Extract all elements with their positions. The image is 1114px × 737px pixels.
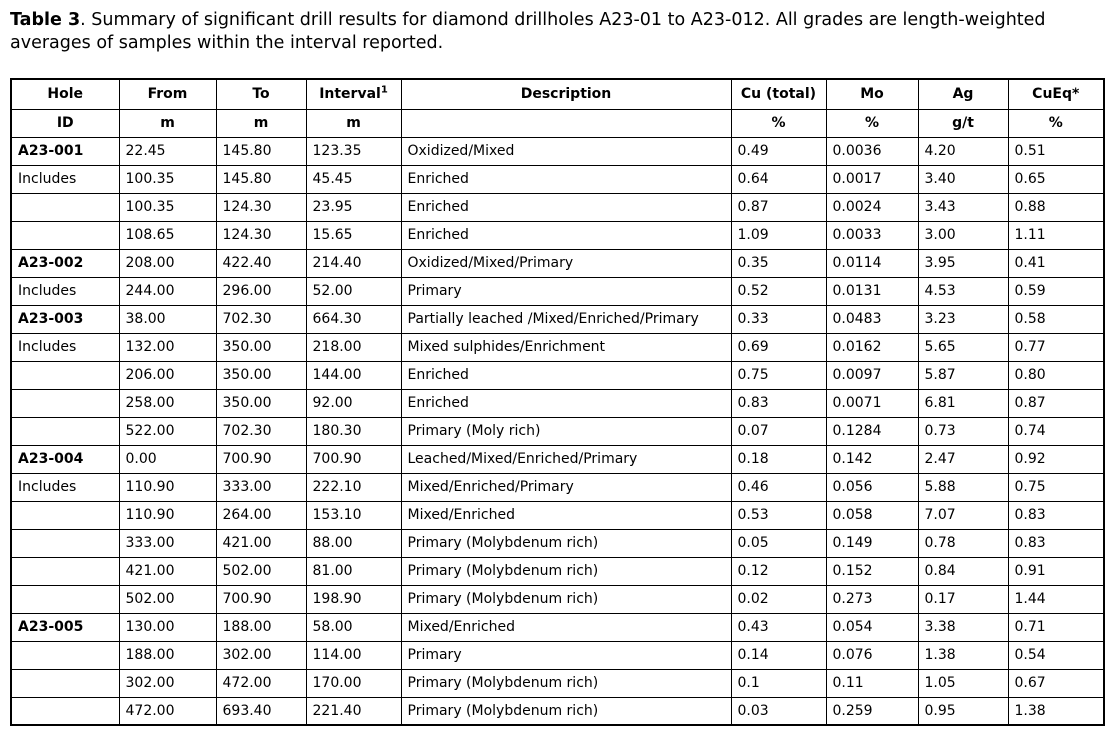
cell-ag: 1.05 xyxy=(918,669,1008,697)
header-row-labels xyxy=(11,79,1104,109)
cell-description: Primary (Molybdenum rich) xyxy=(401,697,731,725)
cell-cu-total: 0.46 xyxy=(731,473,826,501)
unit-mo: % xyxy=(826,109,918,137)
cell-ag: 0.78 xyxy=(918,529,1008,557)
cell-ag: 0.73 xyxy=(918,417,1008,445)
cell-to: 472.00 xyxy=(216,669,306,697)
cell-description: Primary xyxy=(401,277,731,305)
cell-interval: 88.00 xyxy=(306,529,401,557)
cell-description: Leached/Mixed/Enriched/Primary xyxy=(401,445,731,473)
cell-hole-id xyxy=(11,669,119,697)
cell-description: Enriched xyxy=(401,389,731,417)
cell-ag: 3.95 xyxy=(918,249,1008,277)
cell-cueq: 0.83 xyxy=(1008,529,1104,557)
cell-mo: 0.152 xyxy=(826,557,918,585)
cell-hole-id xyxy=(11,557,119,585)
unit-ag: g/t xyxy=(918,109,1008,137)
table-body xyxy=(11,137,1104,725)
cell-cueq: 0.88 xyxy=(1008,193,1104,221)
cell-from: 333.00 xyxy=(119,529,216,557)
table-row xyxy=(11,697,1104,725)
cell-hole-id: A23-001 xyxy=(11,137,119,165)
cell-description: Oxidized/Mixed/Primary xyxy=(401,249,731,277)
cell-cu-total: 0.33 xyxy=(731,305,826,333)
table-row xyxy=(11,361,1104,389)
cell-hole-id xyxy=(11,417,119,445)
cell-ag: 3.43 xyxy=(918,193,1008,221)
cell-to: 333.00 xyxy=(216,473,306,501)
cell-from: 22.45 xyxy=(119,137,216,165)
cell-mo: 0.0483 xyxy=(826,305,918,333)
cell-hole-id xyxy=(11,193,119,221)
cell-mo: 0.056 xyxy=(826,473,918,501)
col-header-cu-total: Cu (total) xyxy=(731,79,826,109)
cell-hole-id: Includes xyxy=(11,277,119,305)
cell-to: 350.00 xyxy=(216,361,306,389)
cell-cu-total: 0.35 xyxy=(731,249,826,277)
cell-to: 502.00 xyxy=(216,557,306,585)
cell-cu-total: 0.75 xyxy=(731,361,826,389)
cell-to: 700.90 xyxy=(216,585,306,613)
table-row xyxy=(11,417,1104,445)
cell-ag: 7.07 xyxy=(918,501,1008,529)
cell-ag: 0.17 xyxy=(918,585,1008,613)
table-header xyxy=(11,79,1104,137)
cell-mo: 0.259 xyxy=(826,697,918,725)
cell-interval: 45.45 xyxy=(306,165,401,193)
table-row xyxy=(11,613,1104,641)
cell-to: 145.80 xyxy=(216,137,306,165)
table-row xyxy=(11,641,1104,669)
cell-interval: 222.10 xyxy=(306,473,401,501)
cell-from: 100.35 xyxy=(119,165,216,193)
table-caption xyxy=(10,9,1103,55)
table-row xyxy=(11,529,1104,557)
cell-cu-total: 0.64 xyxy=(731,165,826,193)
table-row xyxy=(11,137,1104,165)
cell-mo: 0.0097 xyxy=(826,361,918,389)
table-row xyxy=(11,193,1104,221)
cell-to: 422.40 xyxy=(216,249,306,277)
cell-cueq: 0.92 xyxy=(1008,445,1104,473)
cell-hole-id xyxy=(11,585,119,613)
cell-cu-total: 0.52 xyxy=(731,277,826,305)
cell-interval: 114.00 xyxy=(306,641,401,669)
cell-hole-id xyxy=(11,501,119,529)
cell-ag: 5.65 xyxy=(918,333,1008,361)
cell-hole-id: A23-004 xyxy=(11,445,119,473)
cell-interval: 214.40 xyxy=(306,249,401,277)
cell-from: 110.90 xyxy=(119,501,216,529)
col-header-interval xyxy=(306,79,401,109)
cell-to: 264.00 xyxy=(216,501,306,529)
cell-cu-total: 0.14 xyxy=(731,641,826,669)
table-row xyxy=(11,557,1104,585)
cell-interval: 123.35 xyxy=(306,137,401,165)
cell-cueq: 1.11 xyxy=(1008,221,1104,249)
cell-from: 421.00 xyxy=(119,557,216,585)
cell-cu-total: 0.1 xyxy=(731,669,826,697)
cell-cu-total: 0.49 xyxy=(731,137,826,165)
cell-description: Enriched xyxy=(401,193,731,221)
col-header-interval-text: Interval xyxy=(319,86,381,103)
table-row xyxy=(11,669,1104,697)
cell-from: 472.00 xyxy=(119,697,216,725)
cell-interval: 81.00 xyxy=(306,557,401,585)
unit-hole: ID xyxy=(11,109,119,137)
cell-description: Enriched xyxy=(401,221,731,249)
cell-cueq: 0.54 xyxy=(1008,641,1104,669)
cell-interval: 198.90 xyxy=(306,585,401,613)
cell-cu-total: 0.07 xyxy=(731,417,826,445)
cell-from: 132.00 xyxy=(119,333,216,361)
table-row xyxy=(11,501,1104,529)
table-row xyxy=(11,585,1104,613)
cell-description: Enriched xyxy=(401,361,731,389)
unit-to: m xyxy=(216,109,306,137)
cell-cueq: 1.38 xyxy=(1008,697,1104,725)
cell-mo: 0.11 xyxy=(826,669,918,697)
cell-mo: 0.0024 xyxy=(826,193,918,221)
interval-footnote-marker: 1 xyxy=(380,84,388,96)
cell-hole-id xyxy=(11,529,119,557)
cell-to: 350.00 xyxy=(216,333,306,361)
cell-hole-id xyxy=(11,221,119,249)
cell-description: Primary (Molybdenum rich) xyxy=(401,669,731,697)
cell-hole-id: A23-003 xyxy=(11,305,119,333)
col-header-cueq: CuEq* xyxy=(1008,79,1104,109)
cell-hole-id xyxy=(11,697,119,725)
cell-cueq: 0.65 xyxy=(1008,165,1104,193)
cell-interval: 170.00 xyxy=(306,669,401,697)
cell-interval: 58.00 xyxy=(306,613,401,641)
cell-ag: 5.87 xyxy=(918,361,1008,389)
cell-description: Partially leached /Mixed/Enriched/Primary xyxy=(401,305,731,333)
cell-mo: 0.0114 xyxy=(826,249,918,277)
cell-description: Primary (Molybdenum rich) xyxy=(401,557,731,585)
cell-from: 244.00 xyxy=(119,277,216,305)
cell-hole-id: A23-005 xyxy=(11,613,119,641)
unit-cu-total: % xyxy=(731,109,826,137)
caption-label: Table 3 xyxy=(10,10,81,30)
cell-interval: 15.65 xyxy=(306,221,401,249)
cell-hole-id: Includes xyxy=(11,165,119,193)
table-row xyxy=(11,305,1104,333)
cell-interval: 221.40 xyxy=(306,697,401,725)
col-header-mo: Mo xyxy=(826,79,918,109)
cell-cu-total: 0.03 xyxy=(731,697,826,725)
cell-mo: 0.0017 xyxy=(826,165,918,193)
cell-from: 100.35 xyxy=(119,193,216,221)
cell-ag: 2.47 xyxy=(918,445,1008,473)
cell-hole-id: A23-002 xyxy=(11,249,119,277)
cell-from: 0.00 xyxy=(119,445,216,473)
drill-results-table xyxy=(10,78,1105,726)
cell-mo: 0.0162 xyxy=(826,333,918,361)
cell-interval: 153.10 xyxy=(306,501,401,529)
cell-from: 258.00 xyxy=(119,389,216,417)
cell-hole-id xyxy=(11,641,119,669)
cell-cueq: 0.58 xyxy=(1008,305,1104,333)
cell-from: 110.90 xyxy=(119,473,216,501)
cell-mo: 0.0071 xyxy=(826,389,918,417)
cell-cu-total: 0.87 xyxy=(731,193,826,221)
cell-mo: 0.149 xyxy=(826,529,918,557)
cell-interval: 180.30 xyxy=(306,417,401,445)
cell-cueq: 0.51 xyxy=(1008,137,1104,165)
cell-hole-id xyxy=(11,361,119,389)
cell-ag: 1.38 xyxy=(918,641,1008,669)
cell-interval: 664.30 xyxy=(306,305,401,333)
cell-cu-total: 0.05 xyxy=(731,529,826,557)
cell-mo: 0.076 xyxy=(826,641,918,669)
cell-description: Mixed/Enriched xyxy=(401,501,731,529)
cell-ag: 4.53 xyxy=(918,277,1008,305)
table-row xyxy=(11,249,1104,277)
caption-text: . Summary of significant drill results for diamond drillholes A23-01 to A23-012. All grades are length-weighted averages of samples within the interval reported. xyxy=(10,10,1046,53)
cell-ag: 0.95 xyxy=(918,697,1008,725)
cell-cu-total: 0.83 xyxy=(731,389,826,417)
cell-to: 350.00 xyxy=(216,389,306,417)
cell-description: Mixed/Enriched/Primary xyxy=(401,473,731,501)
cell-ag: 3.23 xyxy=(918,305,1008,333)
cell-interval: 52.00 xyxy=(306,277,401,305)
cell-cueq: 0.75 xyxy=(1008,473,1104,501)
cell-cu-total: 0.43 xyxy=(731,613,826,641)
cell-cueq: 0.59 xyxy=(1008,277,1104,305)
cell-from: 302.00 xyxy=(119,669,216,697)
unit-description xyxy=(401,109,731,137)
cell-ag: 4.20 xyxy=(918,137,1008,165)
cell-from: 502.00 xyxy=(119,585,216,613)
cell-ag: 3.00 xyxy=(918,221,1008,249)
header-row-units xyxy=(11,109,1104,137)
cell-to: 188.00 xyxy=(216,613,306,641)
cell-from: 108.65 xyxy=(119,221,216,249)
col-header-to: To xyxy=(216,79,306,109)
cell-from: 522.00 xyxy=(119,417,216,445)
cell-description: Primary (Molybdenum rich) xyxy=(401,529,731,557)
cell-to: 302.00 xyxy=(216,641,306,669)
cell-to: 124.30 xyxy=(216,221,306,249)
cell-mo: 0.054 xyxy=(826,613,918,641)
cell-cueq: 0.77 xyxy=(1008,333,1104,361)
cell-description: Mixed sulphides/Enrichment xyxy=(401,333,731,361)
cell-cueq: 0.67 xyxy=(1008,669,1104,697)
cell-to: 702.30 xyxy=(216,305,306,333)
cell-description: Mixed/Enriched xyxy=(401,613,731,641)
cell-description: Primary xyxy=(401,641,731,669)
cell-cu-total: 1.09 xyxy=(731,221,826,249)
table-row xyxy=(11,473,1104,501)
cell-mo: 0.058 xyxy=(826,501,918,529)
cell-from: 206.00 xyxy=(119,361,216,389)
cell-interval: 700.90 xyxy=(306,445,401,473)
cell-cueq: 0.41 xyxy=(1008,249,1104,277)
cell-description: Primary (Moly rich) xyxy=(401,417,731,445)
table-row xyxy=(11,445,1104,473)
cell-ag: 5.88 xyxy=(918,473,1008,501)
cell-mo: 0.142 xyxy=(826,445,918,473)
cell-description: Enriched xyxy=(401,165,731,193)
cell-cueq: 0.71 xyxy=(1008,613,1104,641)
cell-to: 693.40 xyxy=(216,697,306,725)
cell-from: 188.00 xyxy=(119,641,216,669)
table-row xyxy=(11,165,1104,193)
cell-to: 421.00 xyxy=(216,529,306,557)
cell-ag: 3.40 xyxy=(918,165,1008,193)
cell-to: 124.30 xyxy=(216,193,306,221)
cell-interval: 218.00 xyxy=(306,333,401,361)
cell-cueq: 0.83 xyxy=(1008,501,1104,529)
cell-ag: 6.81 xyxy=(918,389,1008,417)
cell-mo: 0.0036 xyxy=(826,137,918,165)
cell-cu-total: 0.69 xyxy=(731,333,826,361)
cell-cueq: 1.44 xyxy=(1008,585,1104,613)
table-row xyxy=(11,277,1104,305)
cell-cu-total: 0.12 xyxy=(731,557,826,585)
unit-interval: m xyxy=(306,109,401,137)
cell-mo: 0.0033 xyxy=(826,221,918,249)
cell-mo: 0.1284 xyxy=(826,417,918,445)
cell-to: 700.90 xyxy=(216,445,306,473)
cell-from: 38.00 xyxy=(119,305,216,333)
cell-cu-total: 0.02 xyxy=(731,585,826,613)
cell-from: 208.00 xyxy=(119,249,216,277)
cell-description: Primary (Molybdenum rich) xyxy=(401,585,731,613)
cell-hole-id xyxy=(11,389,119,417)
cell-cueq: 0.74 xyxy=(1008,417,1104,445)
table-row xyxy=(11,221,1104,249)
cell-cueq: 0.91 xyxy=(1008,557,1104,585)
cell-from: 130.00 xyxy=(119,613,216,641)
cell-to: 296.00 xyxy=(216,277,306,305)
col-header-description: Description xyxy=(401,79,731,109)
unit-cueq: % xyxy=(1008,109,1104,137)
unit-from: m xyxy=(119,109,216,137)
cell-interval: 23.95 xyxy=(306,193,401,221)
col-header-from: From xyxy=(119,79,216,109)
col-header-hole: Hole xyxy=(11,79,119,109)
cell-interval: 92.00 xyxy=(306,389,401,417)
cell-mo: 0.0131 xyxy=(826,277,918,305)
cell-to: 145.80 xyxy=(216,165,306,193)
cell-interval: 144.00 xyxy=(306,361,401,389)
cell-ag: 3.38 xyxy=(918,613,1008,641)
cell-hole-id: Includes xyxy=(11,333,119,361)
cell-cu-total: 0.18 xyxy=(731,445,826,473)
cell-to: 702.30 xyxy=(216,417,306,445)
table-row xyxy=(11,389,1104,417)
cell-cueq: 0.87 xyxy=(1008,389,1104,417)
cell-mo: 0.273 xyxy=(826,585,918,613)
table-row xyxy=(11,333,1104,361)
cell-description: Oxidized/Mixed xyxy=(401,137,731,165)
cell-cu-total: 0.53 xyxy=(731,501,826,529)
cell-cueq: 0.80 xyxy=(1008,361,1104,389)
col-header-ag: Ag xyxy=(918,79,1008,109)
cell-hole-id: Includes xyxy=(11,473,119,501)
cell-ag: 0.84 xyxy=(918,557,1008,585)
